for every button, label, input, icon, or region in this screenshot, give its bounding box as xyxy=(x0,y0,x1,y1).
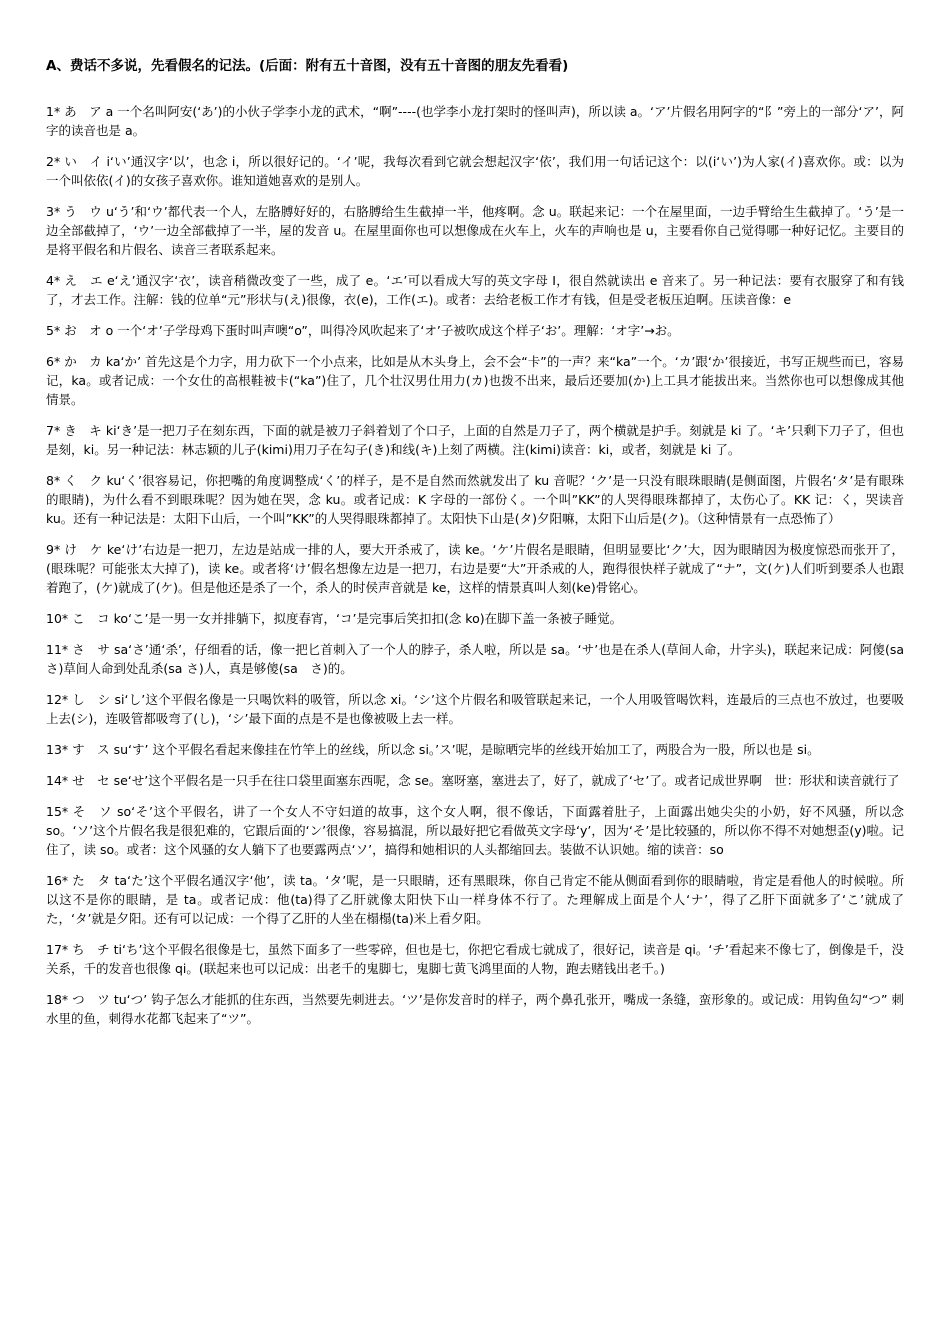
kana-entry-4: 4* え エ e‘え’通汉字‘衣’，读音稍微改变了一些，成了 e。‘エ’可以看成大写的英文字母 I，很自然就读出 e 音来了。另一种记法：要有衣服穿了和有钱了，才去工作。注解：钱的位单“元”形状与(え)很像，衣(e)，工作(エ)。或者：去给老板工作才有钱，但是受老板压迫啊。压读音像：e xyxy=(46,273,904,307)
kana-entry-15: 15* そ ソ so‘そ’这个平假名，讲了一个女人不守妇道的故事，这个女人啊，很不像话，下面露着肚子，上面露出她尖尖的小奶，好不风骚，所以念 so。‘ソ’这个片假名我是很犯难的，它跟后面的‘ン’很像，容易搞混，所以最好把它看做英文字母‘y’，因为‘そ’是比较骚的，所以你不得不对她想歪(y)啦。记住了，读 so。或者：这个风骚的女人躺下了也要露两点‘ソ’，搞得和她相识的人头都缩回去。装做不认识她。缩的读音：so xyxy=(46,804,904,857)
kana-entry-8: 8* く ク ku‘く’很容易记，你把嘴的角度调整成‘く’的样子，是不是自然而然就发出了 ku 音呢？‘ク’是一只没有眼珠眼睛(是侧面图，片假名‘タ’是有眼珠的眼睛)，为什么看不到眼珠呢？因为她在哭，念 ku。或者记成：K 字母的一部份く。一个叫”KK”的人哭得眼珠都掉了，太伤心了。KK 记：く，哭读音 ku。还有一种记法是：太阳下山后，一个叫”KK”的人哭得眼珠都掉了。太阳快下山是(タ)夕阳嘛，太阳下山后是(ク)。（这种情景有一点恐怖了） xyxy=(46,473,904,526)
kana-entry-5: 5* お オ o 一个‘オ’子学母鸡下蛋时叫声噢“o”，叫得冷风吹起来了‘オ’子被吹成这个样子‘お’。理解：‘オ字’→お。 xyxy=(46,323,680,338)
kana-entry-9: 9* け ケ ke‘け’右边是一把刀，左边是站成一排的人，要大开杀戒了，读 ke。‘ケ’片假名是眼睛，但明显要比‘ク’大，因为眼睛因为极度惊恐而张开了，(眼珠呢？可能张太大掉了)，读 ke。或者将‘け’假名想像左边是一把刀，右边是要“大”开杀戒的人，跑得很快样子就成了“ナ”，文(ケ)人们听到要杀人也跟着跑了，(ケ)就成了(ケ)。但是他还是杀了一个，杀人的时侯声音就是 ke，这样的情景真叫人刻(ke)骨铭心。 xyxy=(46,542,904,595)
kana-entry-14: 14* せ セ se‘せ’这个平假名是一只手在往口袋里面塞东西呢，念 se。塞呀塞，塞进去了，好了，就成了‘セ’了。或者记成世界啊 世：形状和读音就行了 xyxy=(46,773,900,788)
kana-entry-13: 13* す ス su‘す’ 这个平假名看起来像挂在竹竿上的丝线，所以念 si。’ス’呢，是晾晒完毕的丝线开始加工了，两股合为一股，所以也是 si。 xyxy=(46,742,820,757)
kana-entry-6: 6* か カ ka‘か’ 首先这是个力字，用力砍下一个小点来，比如是从木头身上，会不会“卡”的一声？来“ka”一个。‘カ’跟‘か’很接近，书写正规些而已，容易记，ka。或者记成：一个女仕的高根鞋被卡(“ka”)住了，几个壮汉男仕用力(カ)也拨不出来，最后还要加(か)上工具才能拔出来。当然你也可以想像成其他情景。 xyxy=(46,354,904,407)
kana-entry-10: 10* こ コ ko‘こ’是一男一女并排躺下，拟度春宵，‘コ’是完事后笑扣扣(念 ko)在脚下盖一条被子睡觉。 xyxy=(46,611,623,626)
kana-entry-3: 3* う ウ u‘う’和‘ウ’都代表一个人，左胳膊好好的，右胳膊给生生截掉一半，他疼啊。念 u。联起来记：一个在屋里面，一边手臂给生生截掉了。‘う’是一边全部截掉了，‘ウ’一边全部截掉了一半，屋的发音 u。在屋里面你也可以想像成在火车上，火车的声响也是 u，主要看你自己觉得哪一种好记忆。主要目的是将平假名和片假名、读音三者联系起来。 xyxy=(46,204,904,257)
kana-entry-16: 16* た タ ta‘た’这个平假名通汉字‘他’，读 ta。‘タ’呢，是一只眼睛，还有黑眼珠，你自己肯定不能从侧面看到你的眼睛啦，肯定是看他人的时候啦。所以这不是你的眼睛，是 ta。或者记成：他(ta)得了乙肝就像太阳快下山一样身体不行了。た理解成上面是个人‘ナ’，得了乙肝下面就多了‘こ’就成了た，‘タ’就是夕阳。还有可以记成：一个得了乙肝的人坐在榻榻(ta)米上看夕阳。 xyxy=(46,873,904,926)
kana-entry-7: 7* き キ ki‘き’是一把刀子在刻东西，下面的就是被刀子斜着划了个口子，上面的自然是刀子了，两个横就是护手。刻就是 ki 了。‘キ’只剩下刀子了，但也是刻，ki。另一种记法：林志颖的儿子(kimi)用刀子在勾子(き)和线(キ)上刻了两横。注(kimi)读音：ki，或者，刻就是 ki 了。 xyxy=(46,423,904,457)
kana-entry-18: 18* つ ツ tu‘つ’ 钩子怎么才能抓的住东西，当然要先刺进去。‘ツ’是你发音时的样子，两个鼻孔张开，嘴成一条缝，蛮形象的。或记成：用钩鱼勾“つ” 刺水里的鱼，刺得水花都飞起来了“ツ”。 xyxy=(46,992,904,1026)
document-title: A、费话不多说，先看假名的记法。(后面：附有五十音图，没有五十音图的朋友先看看) xyxy=(46,58,569,74)
kana-entry-1: 1* あ ア a 一个名叫阿安(‘あ’)的小伙子学李小龙的武术，“啊”----(也学李小龙打架时的怪叫声)，所以读 a。‘ア’片假名用阿字的“阝”旁上的一部分‘ア’，阿字的读音也是 a。 xyxy=(46,104,904,138)
kana-entry-17: 17* ち チ ti‘ち’这个平假名很像是七，虽然下面多了一些零碎，但也是七，你把它看成七就成了，很好记，读音是 qi。‘チ’看起来不像七了，倒像是千，没关系，千的发音也很像 qi。(联起来也可以记成：出老千的鬼脚七，鬼脚七黄飞鸿里面的人物，跑去赌钱出老千。) xyxy=(46,942,904,976)
kana-entry-12: 12* し シ si‘し’这个平假名像是一只喝饮料的吸管，所以念 xi。‘シ’这个片假名和吸管联起来记，一个人用吸管喝饮料，连最后的三点也不放过，也要吸上去(シ)，连吸管都吸弯了(し)，‘シ’最下面的点是不是也像被吸上去一样。 xyxy=(46,692,904,726)
kana-entry-11: 11* さ サ sa‘さ’通‘杀’，仔细看的话，像一把匕首刺入了一个人的脖子，杀人啦，所以是 sa。‘サ’也是在杀人(草间人命，廾字头)，联起来记成：阿傻(sa さ)草间人命到处乱杀(sa さ)人，真是够傻(sa さ)的。 xyxy=(46,642,917,676)
kana-entry-2: 2* い イ i‘い’通汉字‘以’，也念 i，所以很好记的。‘イ’呢，我每次看到它就会想起汉字‘依’，我们用一句话记这个：以(i‘い’)为人家(イ)喜欢你。或：以为一个叫依依(イ)的女孩子喜欢你。谁知道她喜欢的是别人。 xyxy=(46,154,904,188)
